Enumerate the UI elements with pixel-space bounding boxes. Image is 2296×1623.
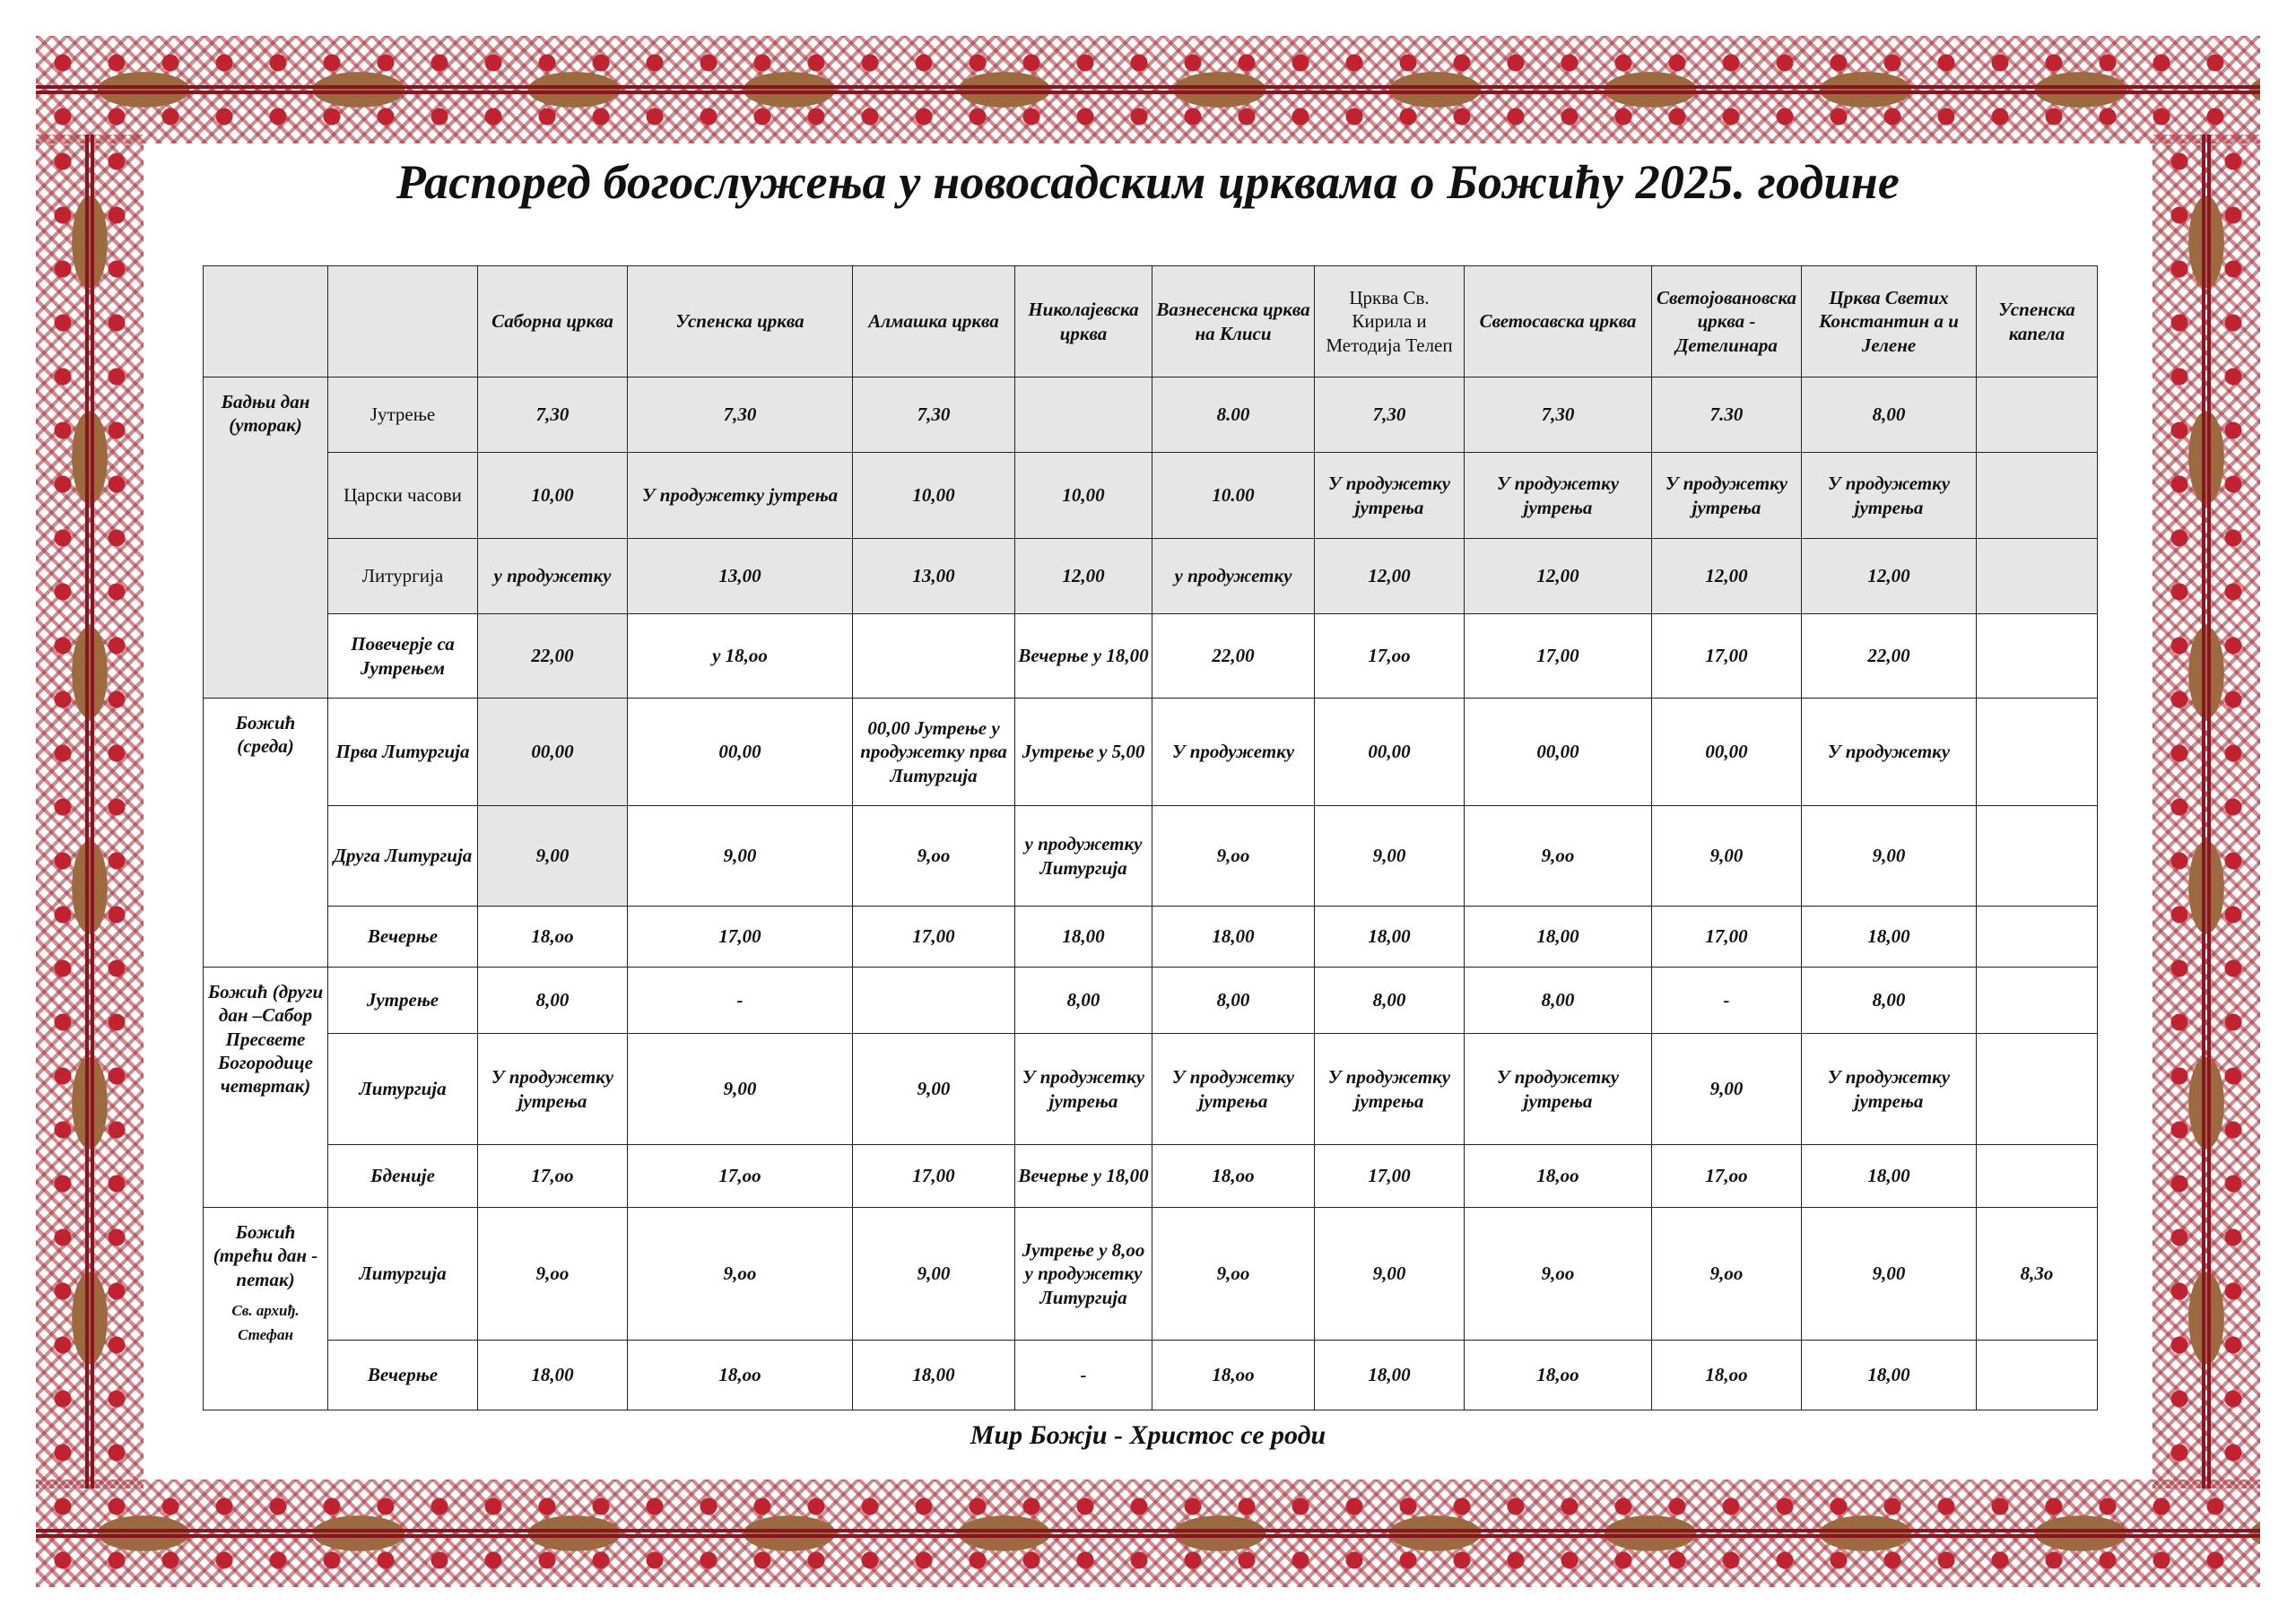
time-cell [1977,968,2098,1034]
page-title: Распоред богослужења у новосадским црквама о Божићу 2025. године [396,155,1900,209]
church-header: Вазнесенска црква на Клиси [1152,266,1315,378]
time-cell: 18,оо [1652,1341,1802,1410]
time-cell: 22,00 [1152,614,1315,699]
time-cell: 00,00 [1652,699,1802,806]
church-header: Успенска црква [628,266,853,378]
time-cell: У продужетку јутрења [1652,453,1802,539]
time-cell: У продужетку [1152,699,1315,806]
time-cell: 18,оо [478,907,628,968]
time-cell: У продужетку јутрења [478,1034,628,1145]
time-cell: у 18,оо [628,614,853,699]
time-cell: Јутрење у 8,оо у продужетку Литургија [1015,1208,1152,1341]
time-cell: 18,00 [1015,907,1152,968]
time-cell: 9,00 [1315,1208,1465,1341]
time-cell: У продужетку јутрења [1802,453,1977,539]
time-cell: 7,30 [1315,378,1465,453]
table-row [204,1034,2098,1145]
time-cell: 12,00 [1015,539,1152,614]
day-label: Божић (трећи дан - петак) [213,1221,318,1290]
time-cell: 8,00 [1802,968,1977,1034]
time-cell: У продужетку јутрења [1802,1034,1977,1145]
time-cell: 17,оо [478,1145,628,1208]
time-cell: 13,00 [628,539,853,614]
time-cell [1977,1034,2098,1145]
corner-cell [204,266,328,378]
day-label-cell [204,378,328,699]
time-cell: 7,30 [628,378,853,453]
time-cell: 12,00 [1802,539,1977,614]
ornamental-border-bottom [36,1480,2260,1587]
footer-greeting: Мир Божји - Христос се роди [970,1420,1326,1450]
time-cell: 12,00 [1652,539,1802,614]
time-cell: 18,00 [1315,907,1465,968]
time-cell [1977,378,2098,453]
time-cell: 9,оо [628,1208,853,1341]
time-cell [1977,1341,2098,1410]
time-cell: у продужетку [1152,539,1315,614]
time-cell: 18,оо [1465,1341,1652,1410]
time-cell: Вечерње у 18,00 [1015,614,1152,699]
time-cell: 9,оо [1152,1208,1315,1341]
day-label-cell [204,699,328,968]
day-sublabel: Св. архиђ. Стефан [231,1301,300,1343]
time-cell: 00,00 [628,699,853,806]
time-cell: 22,00 [1802,614,1977,699]
time-cell: 17,00 [853,1145,1015,1208]
day-label: Божић (среда) [235,712,296,758]
time-cell: Јутрење у 5,00 [1015,699,1152,806]
time-cell: 9,00 [853,1208,1015,1341]
time-cell [1977,1145,2098,1208]
time-cell: 10,00 [1015,453,1152,539]
time-cell: 9,00 [1652,1034,1802,1145]
time-cell: 17,оо [1315,614,1465,699]
table-row [204,453,2098,539]
time-cell [1977,539,2098,614]
ornamental-border-top [36,36,2260,143]
time-cell: 10,00 [853,453,1015,539]
time-cell: 9,00 [1802,1208,1977,1341]
time-cell: 00,00 [1315,699,1465,806]
time-cell: 18,00 [1802,907,1977,968]
time-cell: 9,оо [1152,806,1315,907]
time-cell: 18,00 [1465,907,1652,968]
service-name: Јутрење [328,968,478,1034]
time-cell: У продужетку јутрења [1465,1034,1652,1145]
table-row [204,614,2098,699]
time-cell: 18,оо [1152,1145,1315,1208]
time-cell: 18,оо [1465,1145,1652,1208]
time-cell: 10.00 [1152,453,1315,539]
table-row [204,1208,2098,1341]
corner-cell [328,266,478,378]
church-header: Црква Светих Константин а и Јелене [1802,266,1977,378]
time-cell: 8,00 [1802,378,1977,453]
time-cell: 9,оо [1465,806,1652,907]
time-cell: 9,00 [478,806,628,907]
time-cell: У продужетку јутрења [1465,453,1652,539]
time-cell: У продужетку [1802,699,1977,806]
time-cell [1977,907,2098,968]
time-cell: - [628,968,853,1034]
time-cell: 18,00 [1802,1145,1977,1208]
time-cell: У продужетку јутрења [1315,1034,1465,1145]
table-row [204,699,2098,806]
time-cell: 18,00 [1152,907,1315,968]
time-cell: 22,00 [478,614,628,699]
time-cell: 18,оо [1152,1341,1315,1410]
church-header: Светојовановска црква - Детелинара [1652,266,1802,378]
time-cell: У продужетку јутрења [1015,1034,1152,1145]
time-cell: 12,00 [1315,539,1465,614]
time-cell: 18,00 [853,1341,1015,1410]
time-cell: 00,00 [1465,699,1652,806]
ornamental-border-left [36,135,144,1488]
time-cell: 9,00 [1315,806,1465,907]
table-row [204,1145,2098,1208]
table-row [204,539,2098,614]
time-cell: 9,оо [1652,1208,1802,1341]
time-cell: 7.30 [1652,378,1802,453]
schedule-table [203,265,2098,1410]
time-cell: - [1652,968,1802,1034]
church-header: Николајевска црква [1015,266,1152,378]
time-cell: 8,3о [1977,1208,2098,1341]
time-cell [853,614,1015,699]
day-label: Бадњи дан (уторак) [221,391,310,437]
time-cell: 9,00 [628,806,853,907]
church-header: Успенска капела [1977,266,2098,378]
time-cell: 9,00 [1802,806,1977,907]
service-name: Вечерње [328,907,478,968]
time-cell: у продужетку [478,539,628,614]
time-cell: 00,00 [478,699,628,806]
time-cell: 18,00 [1802,1341,1977,1410]
time-cell: 17,00 [628,907,853,968]
church-header: Саборна црква [478,266,628,378]
time-cell: 8,00 [1315,968,1465,1034]
time-cell: 8,00 [1015,968,1152,1034]
time-cell: 17,оо [628,1145,853,1208]
time-cell [853,968,1015,1034]
church-header: Светосавска црква [1465,266,1652,378]
time-cell: 9,оо [1465,1208,1652,1341]
time-cell [1977,699,2098,806]
time-cell: 8.00 [1152,378,1315,453]
time-cell: У продужетку јутрења [628,453,853,539]
time-cell: 8,00 [1152,968,1315,1034]
service-name: Литургија [328,1034,478,1145]
service-name: Повечерје са Јутрењем [328,614,478,699]
table-row [204,1341,2098,1410]
table-row [204,968,2098,1034]
time-cell [1977,453,2098,539]
service-name: Литургија [328,1208,478,1341]
table-row [204,378,2098,453]
time-cell: 18,00 [478,1341,628,1410]
time-cell: 9,оо [478,1208,628,1341]
time-cell: 9,00 [628,1034,853,1145]
time-cell: 7,30 [1465,378,1652,453]
time-cell: 17,00 [1652,614,1802,699]
time-cell: 00,00 Јутрење у продужетку прва Литургија [853,699,1015,806]
day-label-cell [204,1208,328,1410]
time-cell: 9,00 [1652,806,1802,907]
time-cell: 8,00 [478,968,628,1034]
time-cell: у продужетку Литургија [1015,806,1152,907]
time-cell: 10,00 [478,453,628,539]
table-row [204,806,2098,907]
table-row [204,907,2098,968]
time-cell: У продужетку јутрења [1315,453,1465,539]
service-name: Бденије [328,1145,478,1208]
church-header: Црква Св. Кирила и Методија Телеп [1315,266,1465,378]
time-cell [1977,806,2098,907]
time-cell: 9,00 [853,1034,1015,1145]
time-cell: 17,00 [1315,1145,1465,1208]
header-row [204,266,2098,378]
service-name: Прва Литургија [328,699,478,806]
service-name: Литургија [328,539,478,614]
time-cell: 17,00 [853,907,1015,968]
time-cell: 9,оо [853,806,1015,907]
time-cell: Вечерње у 18,00 [1015,1145,1152,1208]
time-cell: 7,30 [478,378,628,453]
time-cell: 18,оо [628,1341,853,1410]
time-cell [1977,614,2098,699]
time-cell: 7,30 [853,378,1015,453]
time-cell: 18,00 [1315,1341,1465,1410]
service-name: Царски часови [328,453,478,539]
ornamental-border-right [2152,135,2260,1488]
church-header: Алмашка црква [853,266,1015,378]
day-label-cell [204,968,328,1208]
time-cell: 8,00 [1465,968,1652,1034]
service-name: Вечерње [328,1341,478,1410]
time-cell [1015,378,1152,453]
time-cell: У продужетку јутрења [1152,1034,1315,1145]
time-cell: 12,00 [1465,539,1652,614]
time-cell: 17,оо [1652,1145,1802,1208]
service-name: Друга Литургија [328,806,478,907]
time-cell: 13,00 [853,539,1015,614]
service-name: Јутрење [328,378,478,453]
day-label: Божић (други дан –Сабор Пресвете Богородице четвртак) [207,981,324,1097]
time-cell: - [1015,1341,1152,1410]
time-cell: 17,00 [1652,907,1802,968]
time-cell: 17,00 [1465,614,1652,699]
